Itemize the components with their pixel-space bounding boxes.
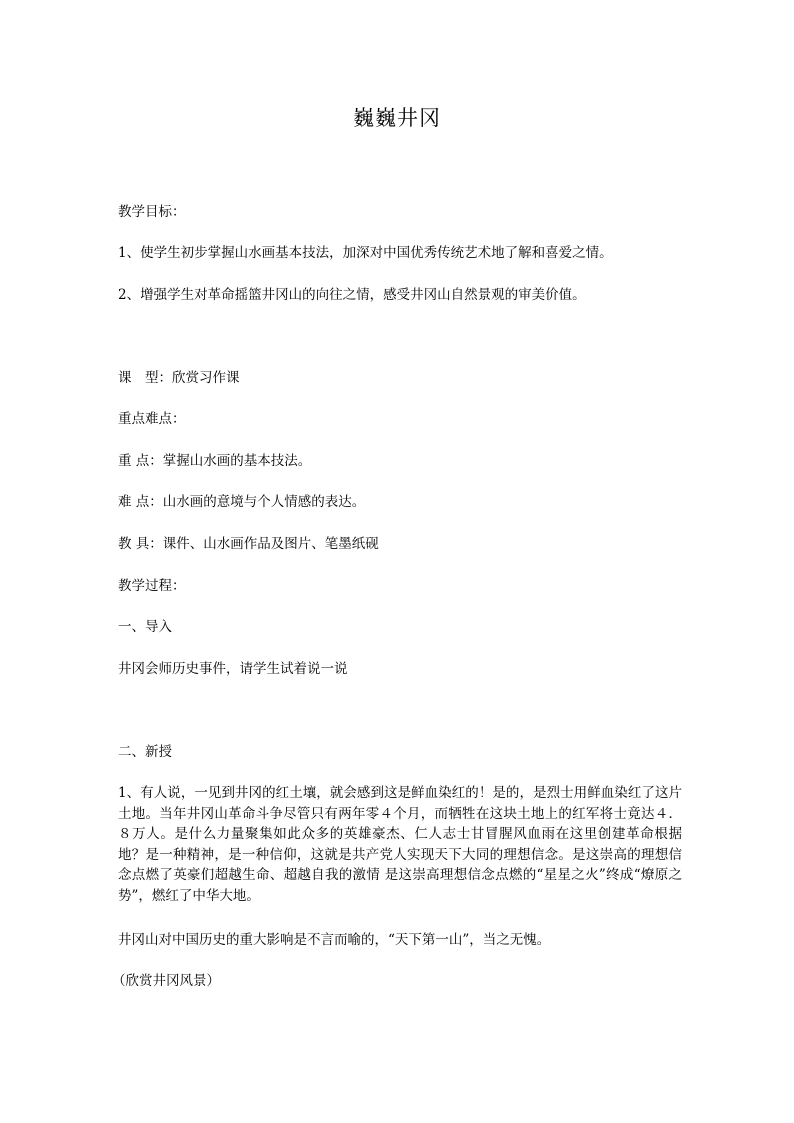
objective-item-2: 2、增强学生对革命摇篮井冈山的向往之情，感受井冈山自然景观的审美价值。: [118, 287, 586, 303]
document-title: 巍巍井冈: [353, 106, 441, 130]
section-2-paragraph: 1、有人说，一见到井冈的红土壤，就会感到这是鲜血染红的！是的，是烈士用鲜血染红了这片土地。当年井冈山革命斗争尽管只有两年零４个月，而牺牲在这块土地上的红军将士竟达４．８万人。是什么力量聚集如此众多的英雄豪杰、仁人志士甘冒腥风血雨在这里创建革命根据地？是一种精神，是一种信仰，这就是共产党人实现天下大同的理想信念。是这崇高的理想信念点燃了英豪们超越生命、超越自我的激情 是这崇高理想信念点燃的“星星之火”终成“燎原之势”，燃红了中华大地。: [118, 785, 682, 904]
key-point: 重 点：掌握山水画的基本技法。: [118, 453, 312, 469]
section-1-text: 井冈会师历史事件，请学生试着说一说: [118, 661, 348, 677]
objectives-heading: 教学目标：: [118, 204, 186, 220]
key-points-heading: 重点难点：: [118, 411, 186, 427]
teaching-aids: 教 具：课件、山水画作品及图片、笔墨纸砚: [118, 536, 379, 552]
objective-item-1: 1、使学生初步掌握山水画基本技法，加深对中国优秀传统艺术地了解和喜爱之情。: [118, 245, 613, 261]
section-1-heading: 一、导入: [118, 619, 172, 635]
difficult-point: 难 点：山水画的意境与个人情感的表达。: [118, 494, 366, 510]
section-2-heading: 二、新授: [118, 744, 172, 760]
appreciation-note: （欣赏井冈风景）: [112, 973, 220, 989]
influence-text: 井冈山对中国历史的重大影响是不言而喻的，“天下第一山”，当之无愧。: [118, 932, 551, 948]
process-heading: 教学过程：: [118, 578, 186, 594]
lesson-type: 课 型：欣赏习作课: [118, 370, 240, 386]
